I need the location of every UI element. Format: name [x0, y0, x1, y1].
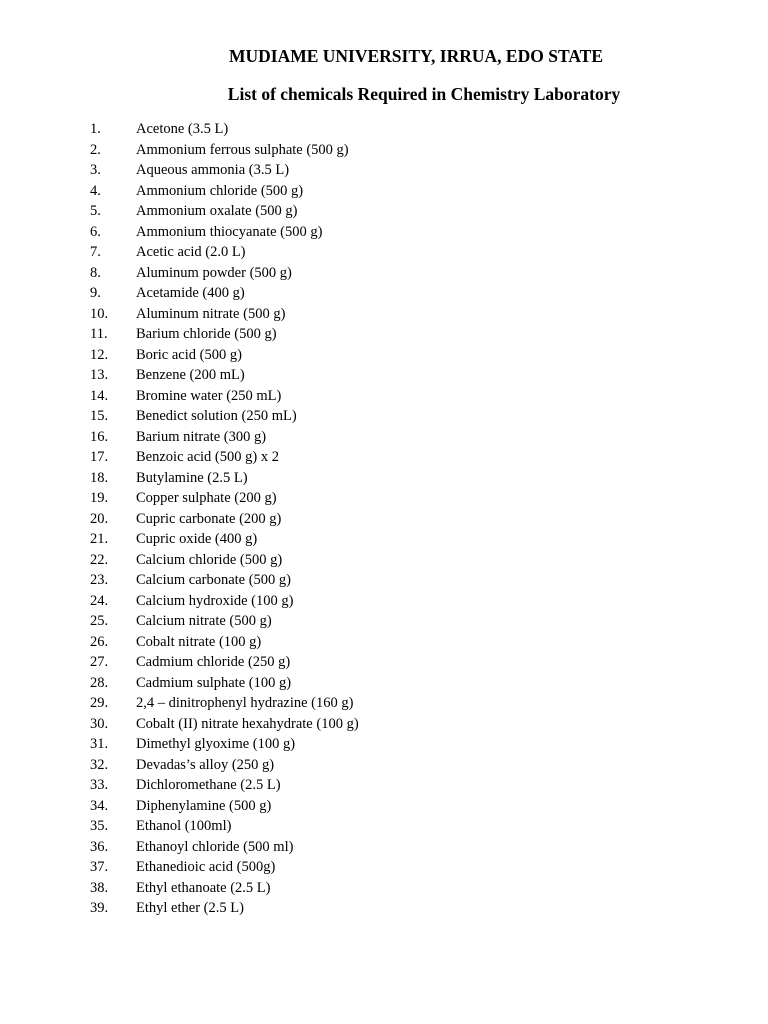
list-item-number: 23. [90, 572, 109, 588]
list-item-number: 29. [90, 695, 109, 711]
list-item [0, 570, 768, 591]
list-item [0, 755, 768, 776]
list-item [0, 857, 768, 878]
list-item [0, 324, 768, 345]
list-item-text: Cobalt nitrate (100 g) [136, 633, 262, 650]
list-item [0, 201, 768, 222]
list-item-number: 12. [90, 346, 109, 363]
list-item [0, 119, 768, 140]
list-item-text: Butylamine (2.5 L) [136, 469, 248, 486]
list-item-text: Ethanol (100ml) [136, 818, 232, 834]
list-item [0, 632, 768, 653]
list-item-number: 31. [90, 736, 109, 752]
list-item [0, 488, 768, 509]
list-item [0, 878, 768, 899]
list-item-text: Devadas’s alloy (250 g) [136, 756, 275, 773]
list-item [0, 611, 768, 632]
list-item-number: 22. [90, 551, 109, 568]
list-item-number: 3. [90, 162, 101, 178]
list-item-text: Aluminum powder (500 g) [136, 264, 292, 281]
list-item-text: Cadmium chloride (250 g) [136, 654, 291, 670]
list-item [0, 406, 768, 427]
list-item-number: 10. [90, 305, 109, 322]
list-item-text: Barium nitrate (300 g) [136, 428, 267, 445]
list-item [0, 386, 768, 407]
list-item-text: Aqueous ammonia (3.5 L) [136, 162, 290, 178]
list-item [0, 427, 768, 448]
document-title: MUDIAME UNIVERSITY, IRRUA, EDO STATE [228, 46, 604, 66]
list-item [0, 140, 768, 161]
list-item-number: 36. [90, 838, 109, 855]
list-item [0, 898, 768, 919]
list-item [0, 242, 768, 263]
list-item [0, 673, 768, 694]
list-item-number: 17. [90, 449, 109, 465]
list-item-text: Benzene (200 mL) [136, 367, 245, 383]
document-subtitle: List of chemicals Required in Chemistry Laboratory [227, 84, 621, 104]
list-item-number: 21. [90, 531, 109, 547]
list-item-number: 39. [90, 900, 109, 916]
list-item [0, 263, 768, 284]
list-item-number: 6. [90, 223, 101, 240]
list-item [0, 304, 768, 325]
list-item-number: 11. [90, 326, 108, 342]
list-item-number: 15. [90, 408, 109, 424]
list-item [0, 468, 768, 489]
list-item [0, 345, 768, 366]
list-item-number: 33. [90, 777, 109, 793]
list-item-text: Ethanoyl chloride (500 ml) [136, 838, 294, 855]
list-item [0, 816, 768, 837]
list-item-text: Ethanedioic acid (500g) [136, 859, 276, 875]
list-item-number: 5. [90, 203, 101, 219]
list-item-number: 30. [90, 715, 109, 732]
list-item-text: Calcium hydroxide (100 g) [136, 592, 294, 609]
list-item [0, 365, 768, 386]
list-item-text: Acetamide (400 g) [136, 285, 245, 301]
list-item [0, 447, 768, 468]
list-item-text: Cadmium sulphate (100 g) [136, 674, 292, 691]
list-item-text: Aluminum nitrate (500 g) [136, 305, 286, 322]
list-item-text: Dichloromethane (2.5 L) [136, 777, 281, 793]
list-item-text: Ethyl ethanoate (2.5 L) [136, 879, 271, 896]
list-item-text: Ethyl ether (2.5 L) [136, 900, 244, 916]
list-item-number: 28. [90, 674, 109, 691]
list-item-text: Ammonium oxalate (500 g) [136, 203, 298, 219]
list-item-text: Benzoic acid (500 g) x 2 [136, 449, 279, 465]
list-item-number: 24. [90, 592, 109, 609]
list-item-text: Cupric oxide (400 g) [136, 531, 258, 547]
list-item-text: Acetone (3.5 L) [136, 121, 229, 137]
list-item [0, 734, 768, 755]
list-item-text: Calcium nitrate (500 g) [136, 613, 272, 629]
list-item [0, 796, 768, 817]
list-item-text: Boric acid (500 g) [136, 346, 242, 363]
list-item-text: Ammonium chloride (500 g) [136, 182, 304, 199]
list-item-number: 9. [90, 285, 101, 301]
list-item-number: 26. [90, 633, 109, 650]
list-item-text: Ammonium thiocyanate (500 g) [136, 223, 323, 240]
list-item [0, 283, 768, 304]
list-item-text: Bromine water (250 mL) [136, 387, 282, 404]
list-item [0, 160, 768, 181]
list-item [0, 222, 768, 243]
list-item [0, 529, 768, 550]
list-item-text: Benedict solution (250 mL) [136, 408, 297, 424]
list-item-text: Ammonium ferrous sulphate (500 g) [136, 141, 349, 158]
list-item-number: 2. [90, 141, 101, 158]
list-item-number: 16. [90, 428, 109, 445]
list-item-number: 27. [90, 654, 109, 670]
list-item-text: Dimethyl glyoxime (100 g) [136, 736, 296, 752]
list-item-text: Diphenylamine (500 g) [136, 797, 272, 814]
list-item-text: Copper sulphate (200 g) [136, 490, 277, 506]
list-item-number: 14. [90, 387, 109, 404]
chemical-list [0, 119, 768, 919]
list-item [0, 181, 768, 202]
list-item-number: 13. [90, 367, 109, 383]
list-item-number: 32. [90, 756, 109, 773]
list-item-text: Cupric carbonate (200 g) [136, 510, 282, 527]
list-item-number: 7. [90, 244, 101, 260]
list-item-number: 34. [90, 797, 109, 814]
list-item-text: Acetic acid (2.0 L) [136, 244, 246, 260]
list-item-number: 18. [90, 469, 109, 486]
list-item [0, 509, 768, 530]
list-item-text: 2,4 – dinitrophenyl hydrazine (160 g) [136, 695, 354, 711]
list-item-number: 19. [90, 490, 109, 506]
list-item-number: 4. [90, 182, 101, 199]
list-item-number: 35. [90, 818, 109, 834]
list-item-number: 20. [90, 510, 109, 527]
list-item-number: 38. [90, 879, 109, 896]
list-item-number: 25. [90, 613, 109, 629]
list-item [0, 550, 768, 571]
list-item [0, 837, 768, 858]
list-item-text: Barium chloride (500 g) [136, 326, 277, 342]
list-item [0, 693, 768, 714]
list-item [0, 591, 768, 612]
list-item-text: Calcium carbonate (500 g) [136, 572, 292, 588]
list-item-number: 1. [90, 121, 101, 137]
list-item-number: 8. [90, 264, 101, 281]
list-item [0, 652, 768, 673]
list-item-number: 37. [90, 859, 109, 875]
list-item-text: Cobalt (II) nitrate hexahydrate (100 g) [136, 715, 359, 732]
list-item [0, 714, 768, 735]
list-item [0, 775, 768, 796]
list-item-text: Calcium chloride (500 g) [136, 551, 283, 568]
